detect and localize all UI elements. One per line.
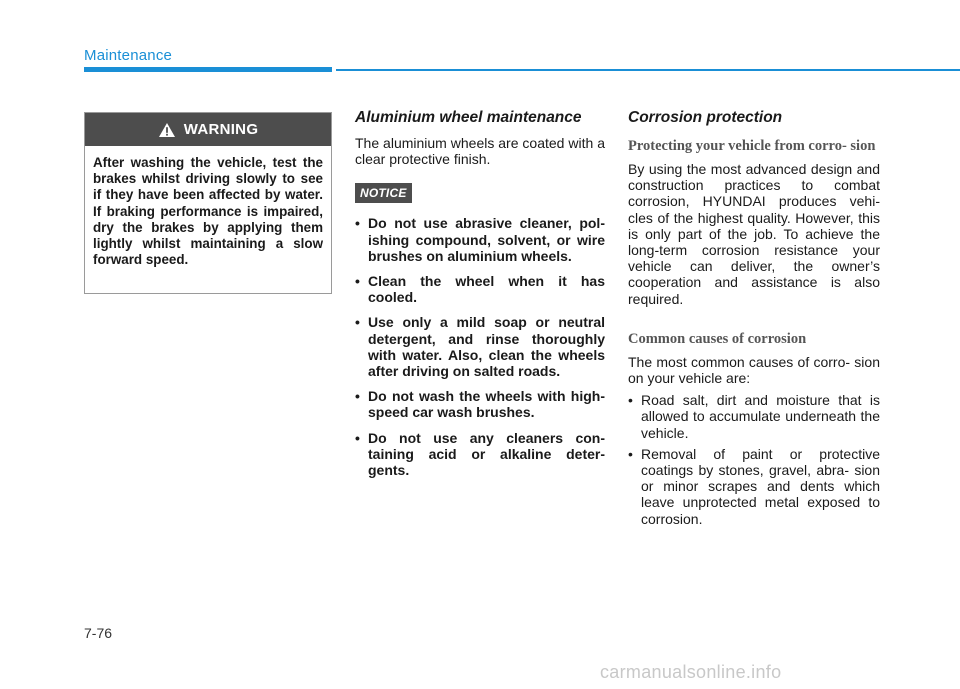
warning-title: WARNING — [183, 121, 259, 138]
list-item: • Clean the wheel when it has cooled. — [355, 273, 605, 306]
list-item: • Road salt, dirt and moisture that is allowed to accumulate underneath the vehicle. — [628, 392, 880, 441]
aluminium-section — [355, 108, 605, 487]
list-item: • Do not use any cleaners con- taining acid or alkaline deter- gents. — [355, 429, 605, 479]
list-item: • Do not use abrasive cleaner, pol- ishing compound, solvent, or wire brushes on aluminium wheels. — [355, 215, 605, 264]
corrosion-paragraph-1: By using the most advanced design and construction practices to combat corrosion, HYUNDAI produces vehi- cles of the highest quality. However, this is only part of the job. To achieve the long-term corrosion resistance your vehicle can deliver, the owner’s cooperation and assistance is also required. — [628, 161, 880, 307]
list-item: • Removal of paint or protective coatings by stones, gravel, abra- sion or minor scrapes and dents which leave unprotected metal exposed to corrosion. — [628, 445, 880, 527]
notice-wrapper — [355, 183, 605, 203]
warning-body: After washing the vehicle, test the brakes whilst driving slowly to see if they have been affected by water. If braking performance is impaired, dry the brakes by applying them lightly whilst maintaining a slow forward speed. — [93, 155, 323, 268]
list-item: • Use only a mild soap or neutral detergent, and rinse thoroughly with water. Also, clean the wheels after driving on salted roads. — [355, 314, 605, 380]
section-title: Maintenance — [84, 47, 173, 64]
page-number: 7-76 — [84, 625, 113, 641]
corrosion-subheading-causes: Common causes of corrosion — [628, 330, 807, 347]
corrosion-paragraph-2: The most common causes of corro- sion on your vehicle are: — [628, 353, 880, 387]
warning-header — [85, 113, 331, 146]
header-rule-thin — [336, 69, 960, 71]
list-item: • Do not wash the wheels with high-speed car wash brushes. — [355, 388, 605, 421]
corrosion-subheading-protecting: Protecting your vehicle from corro- sion — [628, 138, 876, 154]
watermark: carmanualsonline.info — [600, 662, 782, 682]
header-rule-thick — [84, 67, 332, 72]
aluminium-bullet-list — [355, 215, 605, 478]
warning-triangle-icon — [158, 122, 176, 138]
warning-box — [84, 112, 332, 294]
aluminium-intro: The aluminium wheels are coated with a clear protective finish. — [355, 135, 605, 168]
corrosion-bullet-list — [628, 392, 880, 527]
corrosion-section — [628, 108, 880, 532]
corrosion-heading: Corrosion protection — [628, 109, 783, 126]
aluminium-heading: Aluminium wheel maintenance — [355, 109, 582, 126]
notice-badge: NOTICE — [355, 183, 412, 203]
